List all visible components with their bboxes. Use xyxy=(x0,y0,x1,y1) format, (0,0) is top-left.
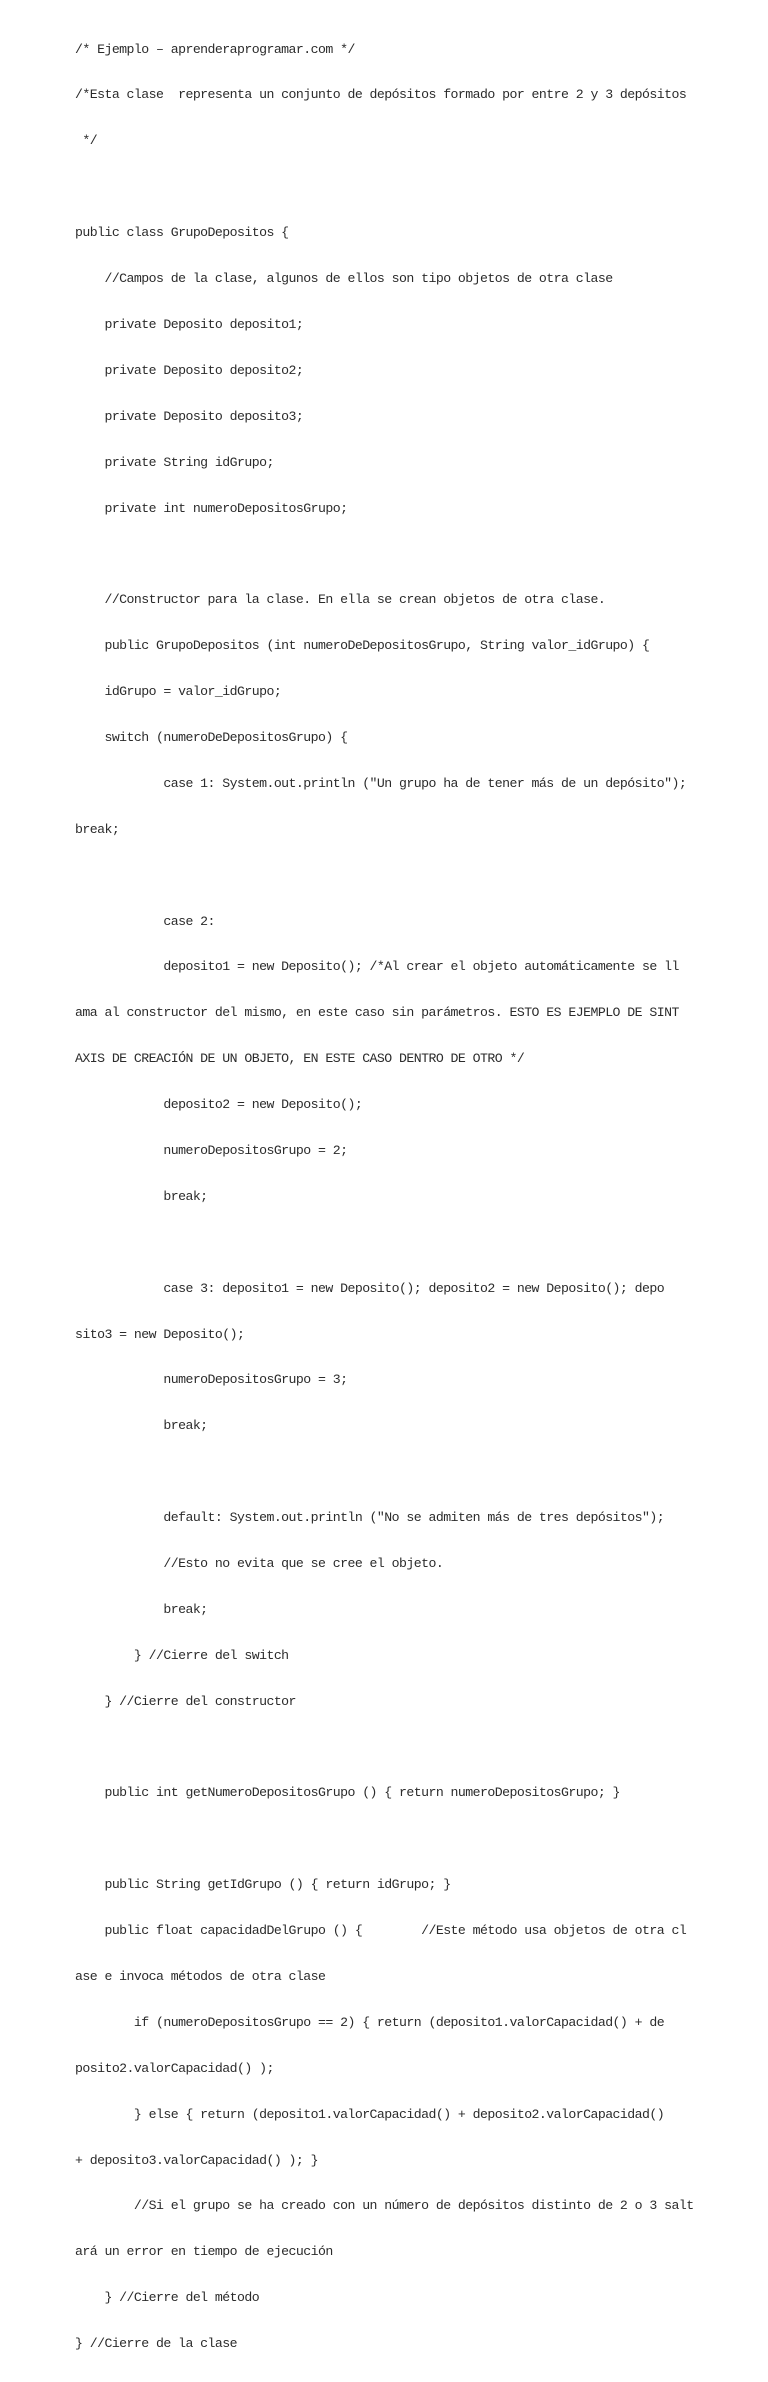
code-line: ama al constructor del mismo, en este caso sin parámetros. ESTO ES EJEMPLO DE SINT xyxy=(75,1005,679,1021)
code-line: private String idGrupo; xyxy=(75,454,274,470)
code-listing xyxy=(75,11,755,2382)
code-line: case 3: deposito1 = new Deposito(); deposito2 = new Deposito(); depo xyxy=(75,1280,665,1296)
code-line: sito3 = new Deposito(); xyxy=(75,1326,245,1342)
code-line xyxy=(75,1464,755,1479)
code-line: deposito1 = new Deposito(); /*Al crear el objeto automáticamente se ll xyxy=(75,959,679,975)
code-line: /* Ejemplo – aprenderaprogramar.com */ xyxy=(75,41,355,57)
code-line: public int getNumeroDepositosGrupo () { return numeroDepositosGrupo; } xyxy=(75,1785,620,1801)
code-line: /*Esta clase representa un conjunto de depósitos formado por entre 2 y 3 depósitos xyxy=(75,87,687,103)
code-line: //Campos de la clase, algunos de ellos son tipo objetos de otra clase xyxy=(75,271,613,287)
code-line: */ xyxy=(75,133,98,149)
code-line: } //Cierre del método xyxy=(75,2290,260,2306)
code-line xyxy=(75,868,755,883)
code-line: break; xyxy=(75,1418,208,1434)
code-line: public GrupoDepositos (int numeroDeDepositosGrupo, String valor_idGrupo) { xyxy=(75,638,650,654)
code-line: //Esto no evita que se cree el objeto. xyxy=(75,1555,444,1571)
code-line xyxy=(75,546,755,561)
code-line: numeroDepositosGrupo = 3; xyxy=(75,1372,348,1388)
code-line: public String getIdGrupo () { return idGrupo; } xyxy=(75,1877,451,1893)
code-line xyxy=(75,1235,755,1250)
code-line: public float capacidadDelGrupo () { //Este método usa objetos de otra cl xyxy=(75,1923,687,1939)
code-line: } //Cierre del constructor xyxy=(75,1693,296,1709)
code-line: private int numeroDepositosGrupo; xyxy=(75,500,348,516)
code-line: } //Cierre del switch xyxy=(75,1647,289,1663)
code-line: ará un error en tiempo de ejecución xyxy=(75,2244,333,2260)
code-line: break; xyxy=(75,1188,208,1204)
code-line: break; xyxy=(75,1601,208,1617)
code-line: private Deposito deposito1; xyxy=(75,316,304,332)
code-line: AXIS DE CREACIÓN DE UN OBJETO, EN ESTE CASO DENTRO DE OTRO */ xyxy=(75,1051,525,1067)
code-line: private Deposito deposito2; xyxy=(75,362,304,378)
code-line: default: System.out.println ("No se admiten más de tres depósitos"); xyxy=(75,1510,665,1526)
code-line: idGrupo = valor_idGrupo; xyxy=(75,684,282,700)
code-line: } else { return (deposito1.valorCapacidad() + deposito2.valorCapacidad() xyxy=(75,2106,665,2122)
code-line: case 1: System.out.println ("Un grupo ha de tener más de un depósito"); xyxy=(75,775,687,791)
code-line: numeroDepositosGrupo = 2; xyxy=(75,1142,348,1158)
code-line: public class GrupoDepositos { xyxy=(75,225,289,241)
code-line: private Deposito deposito3; xyxy=(75,408,304,424)
code-line xyxy=(75,179,755,194)
code-line: + deposito3.valorCapacidad() ); } xyxy=(75,2152,319,2168)
code-line: if (numeroDepositosGrupo == 2) { return (deposito1.valorCapacidad() + de xyxy=(75,2014,665,2030)
code-line: //Constructor para la clase. En ella se crean objetos de otra clase. xyxy=(75,592,606,608)
code-line: break; xyxy=(75,821,120,837)
code-line xyxy=(75,1740,755,1755)
code-line: deposito2 = new Deposito(); xyxy=(75,1097,363,1113)
code-line: posito2.valorCapacidad() ); xyxy=(75,2060,274,2076)
code-line xyxy=(75,1831,755,1846)
code-line: ase e invoca métodos de otra clase xyxy=(75,1969,326,1984)
code-line: } //Cierre de la clase xyxy=(75,2336,238,2352)
code-line: case 2: xyxy=(75,913,215,929)
code-line: //Si el grupo se ha creado con un número de depósitos distinto de 2 o 3 salt xyxy=(75,2198,694,2214)
code-line: switch (numeroDeDepositosGrupo) { xyxy=(75,729,348,745)
